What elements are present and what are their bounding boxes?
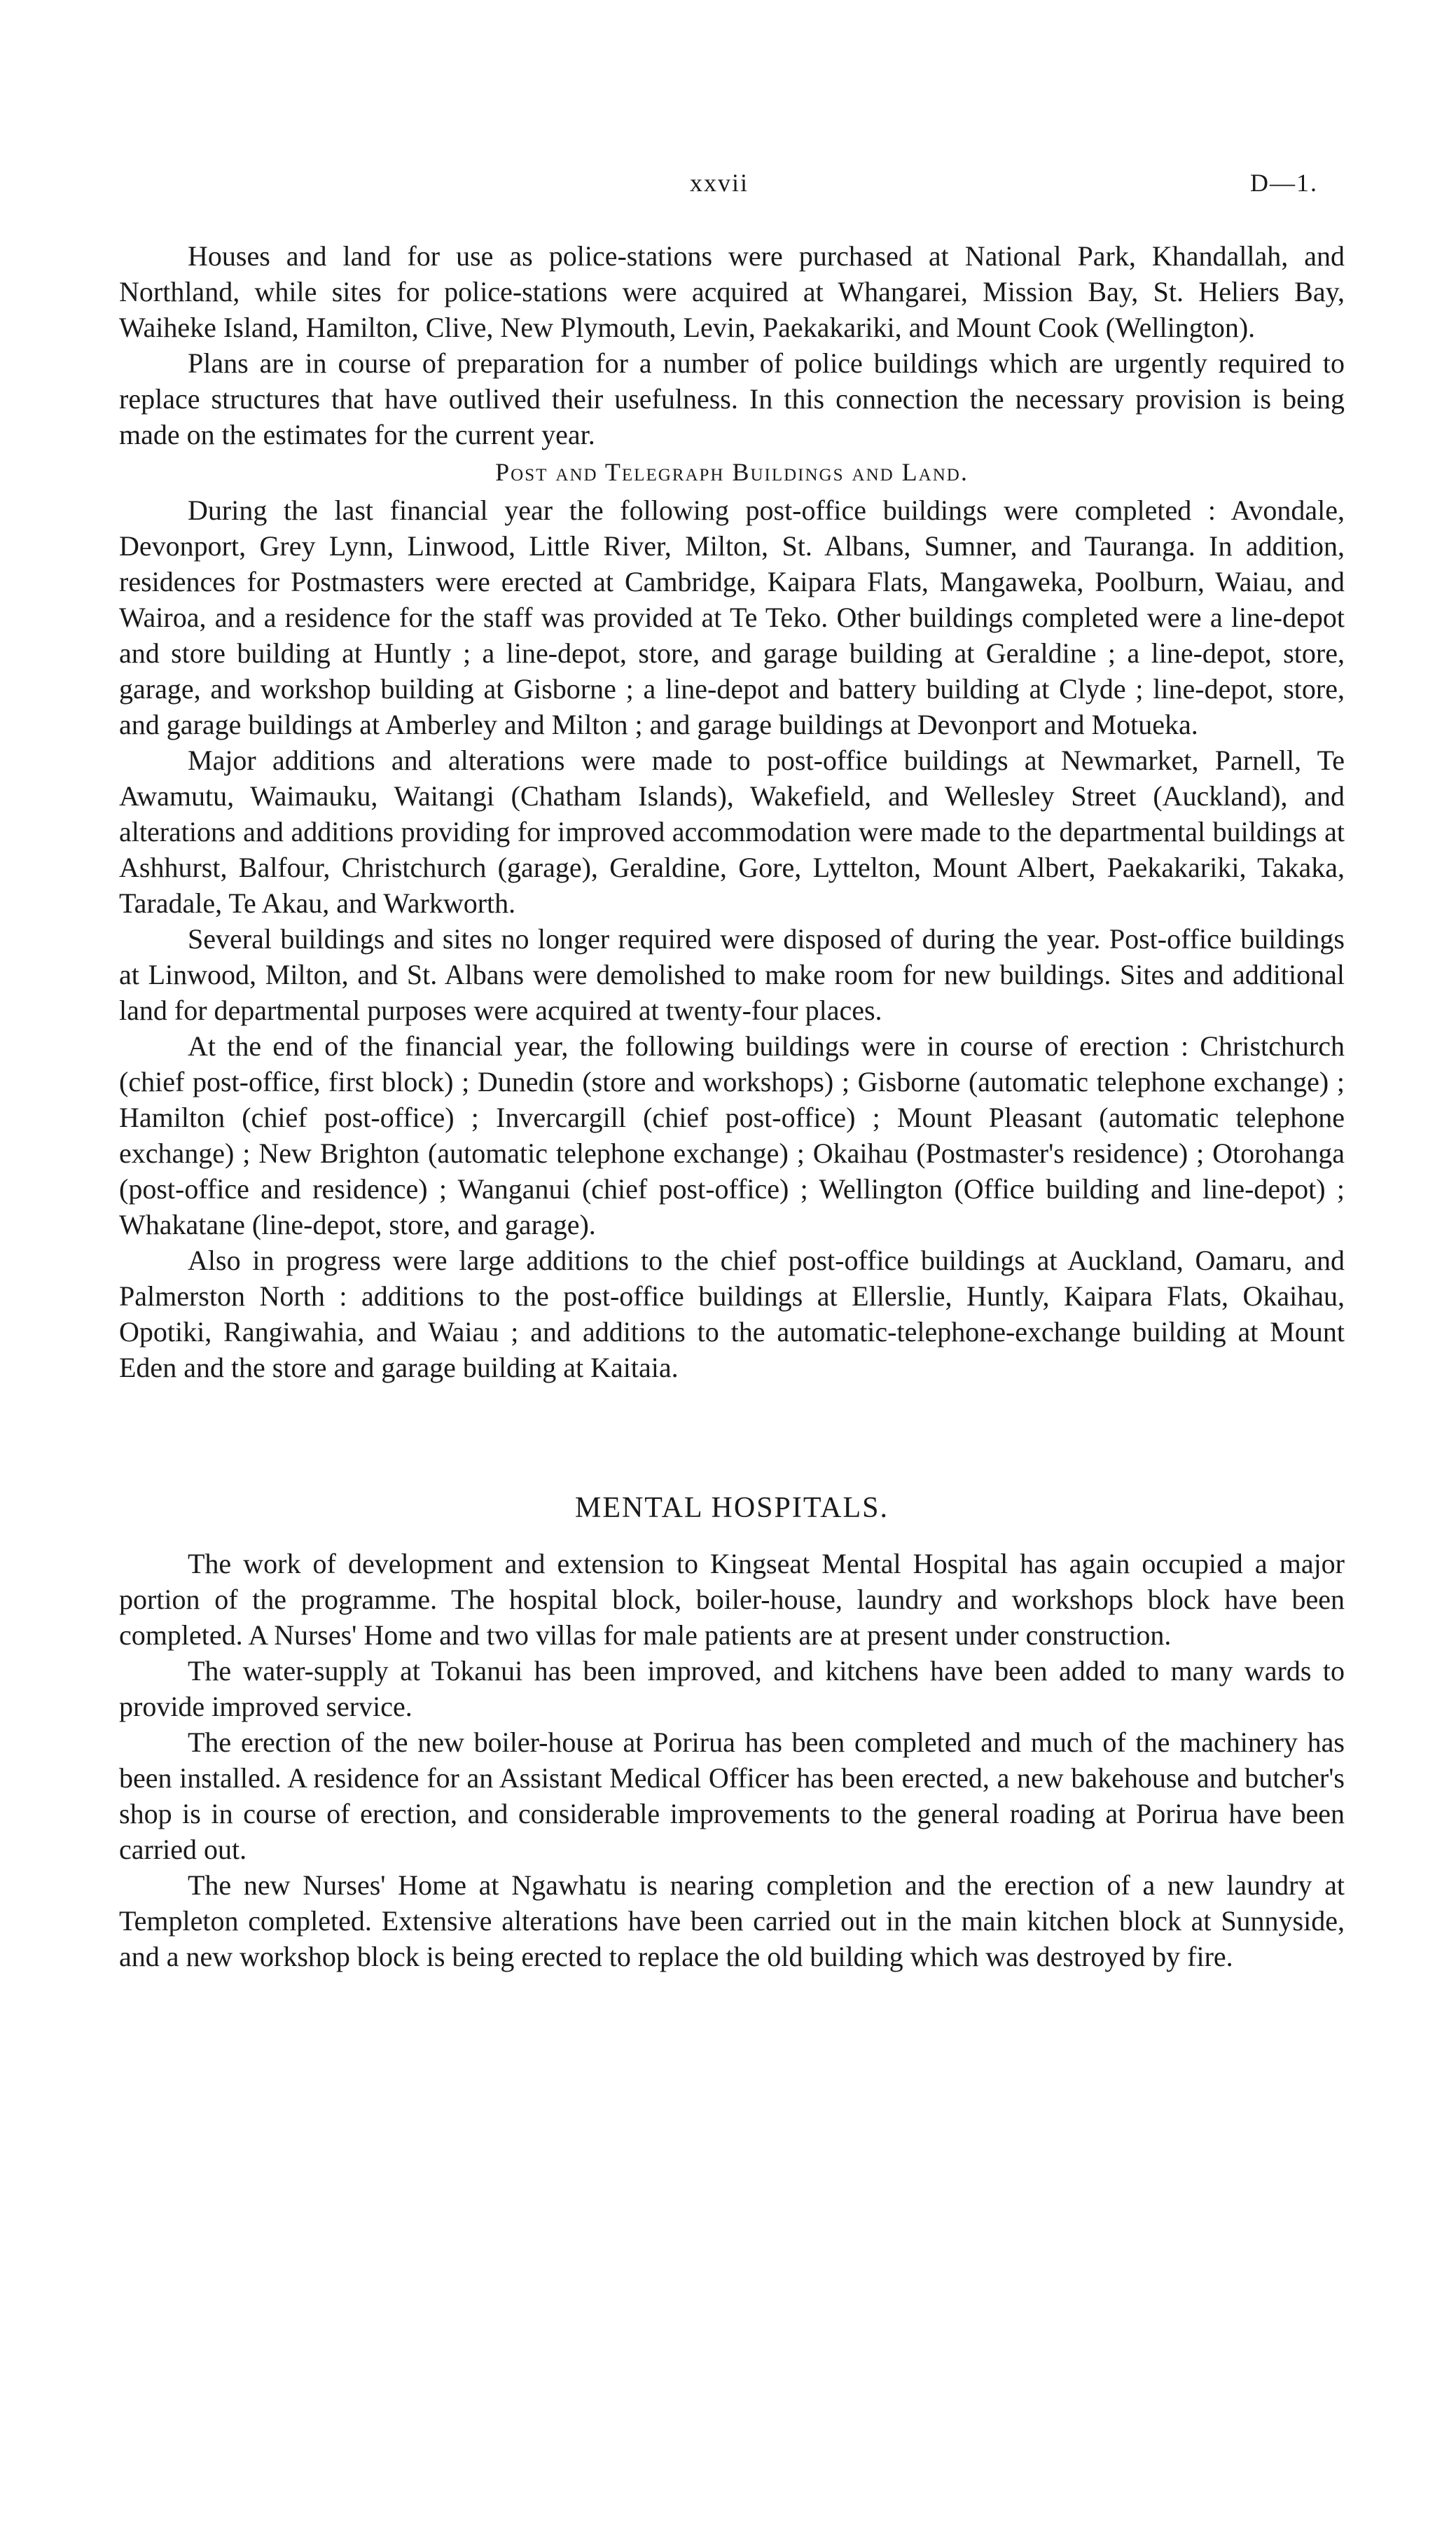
- paragraph: The water-supply at Tokanui has been improved, and kitchens have been added to many wards to provide improved service.: [119, 1655, 1345, 1722]
- paragraph: Major additions and alterations were made to post-office buildings at Newmarket, Parnell, Te Awamutu, Waimauku, Waitangi (Chatham Islands), Wakefield, and Wellesley Street (Auckland), and alterations and additions providing for improved accommodation were made to the departmental buildings at Ashhurst, Balfour, Christchurch (garage), Geraldine, Gore, Lyttelton, Mount Albert, Paekakariki, Takaka, Taradale, Te Akau, and Warkworth.: [119, 745, 1345, 919]
- section-heading: MENTAL HOSPITALS.: [574, 1492, 889, 1524]
- section-heading: Post and Telegraph Buildings and Land.: [495, 458, 969, 486]
- document-reference: D—1.: [1250, 169, 1318, 197]
- mental-hospitals-section: [119, 1490, 1345, 1974]
- paragraph: Also in progress were large additions to the chief post-office buildings at Auckland, Oamaru, and Palmerston North : additions to the post-office buildings at Ellerslie, Huntly, Kaipara Flats, Okaihau, Opotiki, Rangiwahia, and Waiau ; and additions to the automatic-telephone-exchange building at Mount Eden and the store and garage building at Kaitaia.: [119, 1245, 1345, 1383]
- page-header: [0, 168, 1456, 210]
- paragraph: Several buildings and sites no longer required were disposed of during the year. Post-office buildings at Linwood, Milton, and St. Albans were demolished to make room for new buildings. Sites and additional land for departmental purposes were acquired at twenty-four places.: [119, 923, 1345, 1026]
- paragraph: Plans are in course of preparation for a number of police buildings which are urgently required to replace structures that have outlived their usefulness. In this connection the necessary provision is being made on the estimates for the current year.: [119, 347, 1345, 450]
- paragraph: The work of development and extension to Kingseat Mental Hospital has again occupied a major portion of the programme. The hospital block, boiler-house, laundry and workshops block have been completed. A Nurses' Home and two villas for male patients are at present under construction.: [119, 1548, 1345, 1651]
- police-buildings-section: [119, 238, 1345, 452]
- page-number: xxvii: [690, 169, 749, 197]
- post-telegraph-section: [119, 455, 1345, 1385]
- paragraph: Houses and land for use as police-stations were purchased at National Park, Khandallah, and Northland, while sites for police-stations were acquired at Whangarei, Mission Bay, St. Heliers Bay, Waiheke Island, Hamilton, Clive, New Plymouth, Levin, Paekakariki, and Mount Cook (Wellington).: [119, 240, 1345, 343]
- page-body: [119, 238, 1345, 1974]
- paragraph: The new Nurses' Home at Ngawhatu is nearing completion and the erection of a new laundry at Templeton completed. Extensive alterations have been carried out in the main kitchen block at Sunnyside, and a new workshop block is being erected to replace the old building which was destroyed by fire.: [119, 1869, 1345, 1972]
- paragraph: At the end of the financial year, the following buildings were in course of erection : Christchurch (chief post-office, first block) ; Dunedin (store and workshops) ; Gisborne (automatic telephone exchange) ; Hamilton (chief post-office) ; Invercargill (chief post-office) ; Mount Pleasant (automatic telephone exchange) ; New Brighton (automatic telephone exchange) ; Okaihau (Postmaster's residence) ; Otorohanga (post-office and residence) ; Wanganui (chief post-office) ; Wellington (Office building and line-depot) ; Whakatane (line-depot, store, and garage).: [119, 1030, 1345, 1240]
- paragraph: During the last financial year the following post-office buildings were completed : Avondale, Devonport, Grey Lynn, Linwood, Little River, Milton, St. Albans, Sumner, and Tauranga. In addition, residences for Postmasters were erected at Cambridge, Kaipara Flats, Mangaweka, Poolburn, Waiau, and Wairoa, and a residence for the staff was provided at Te Teko. Other buildings completed were a line-depot and store building at Huntly ; a line-depot, store, and garage building at Geraldine ; a line-depot, store, garage, and workshop building at Gisborne ; a line-depot and battery building at Clyde ; line-depot, store, and garage buildings at Amberley and Milton ; and garage buildings at Devonport and Motueka.: [119, 494, 1345, 740]
- paragraph: The erection of the new boiler-house at Porirua has been completed and much of the machinery has been installed. A residence for an Assistant Medical Officer has been erected, a new bakehouse and butcher's shop is in course of erection, and considerable improvements to the general roading at Porirua have been carried out.: [119, 1726, 1345, 1865]
